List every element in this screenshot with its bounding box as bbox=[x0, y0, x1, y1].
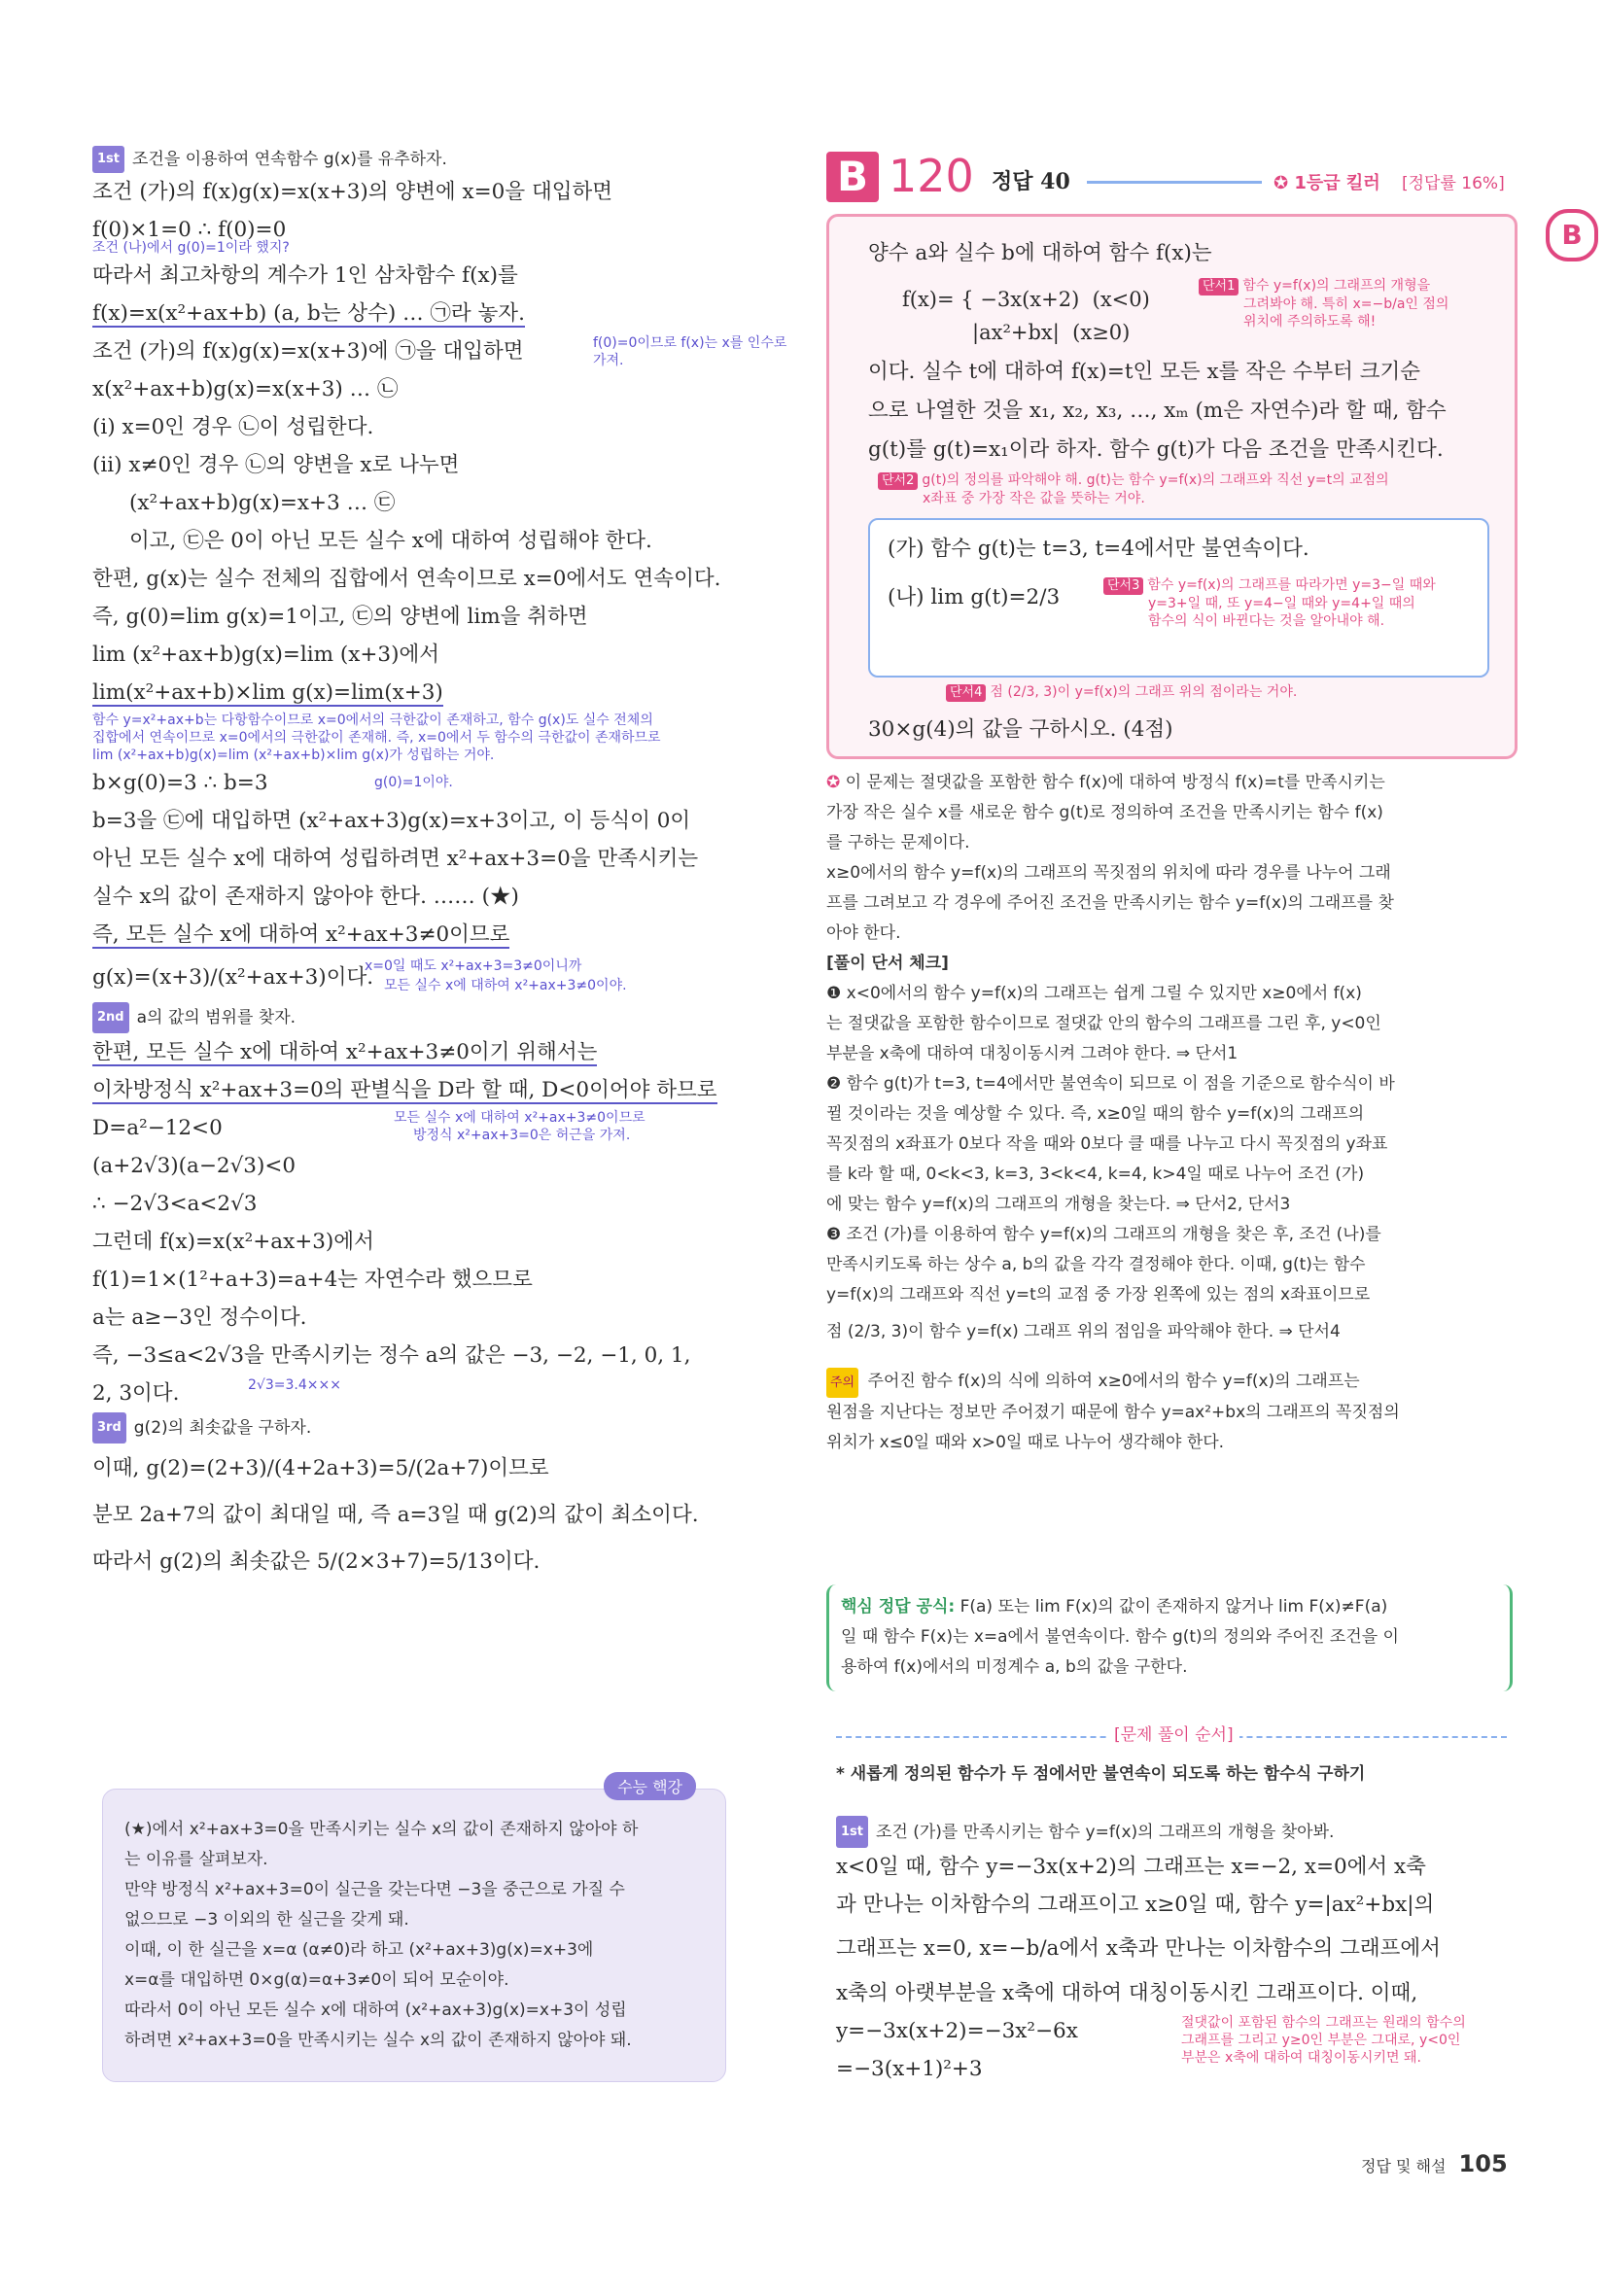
condition-a: (가) 함수 g(t)는 t=3, t=4에서만 불연속이다. bbox=[888, 537, 1309, 561]
problem-line: g(t)를 g(t)=x₁이라 하자. 함수 g(t)가 다음 조건을 만족시킨다. bbox=[868, 437, 1444, 462]
problem-line: 이다. 실수 t에 대하여 f(x)=t인 모든 x를 작은 수부터 크기순 bbox=[868, 360, 1421, 384]
check-line: 에 맞는 함수 y=f(x)의 그래프의 개형을 찾는다. ⇒ 단서2, 단서3 bbox=[826, 1195, 1291, 1214]
problem-letter: B bbox=[826, 152, 879, 202]
header-divider bbox=[1087, 181, 1262, 184]
tip-line: x=α를 대입하면 0×g(α)=α+3≠0이 되어 모순이야. bbox=[124, 1970, 509, 1990]
page-number: 105 bbox=[1458, 2150, 1508, 2177]
tip-line: (★)에서 x²+ax+3=0을 만족시키는 실수 x의 값이 존재하지 않아야 하 bbox=[124, 1820, 639, 1839]
step1-title: 조건을 이용하여 연속함수 g(x)를 유추하자. bbox=[132, 150, 447, 169]
check-line: 를 k라 할 때, 0<k<3, k=3, 3<k<4, k=4, k>4일 때로 나누어 조건 (가) bbox=[826, 1165, 1365, 1184]
check-line: 만족시키도록 하는 상수 a, b의 값을 각각 결정해야 한다. 이때, g(t)는 함수 bbox=[826, 1255, 1366, 1274]
solution-line: 이때, g(2)=(2+3)/(4+2a+3)=5/(2a+7)이므로 bbox=[92, 1456, 549, 1480]
tip-box bbox=[102, 1778, 726, 2082]
solution-line: y=−3x(x+2)=−3x²−6x bbox=[836, 2019, 1078, 2043]
solution-line: 한편, g(x)는 실수 전체의 집합에서 연속이므로 x=0에서도 연속이다. bbox=[92, 567, 721, 591]
solution-line: 실수 x의 값이 존재하지 않아야 한다. …… (★) bbox=[92, 885, 519, 909]
tip-tag: 수능 핵강 bbox=[604, 1772, 696, 1800]
step2-badge: 2nd bbox=[92, 1002, 129, 1033]
order-item: * 새롭게 정의된 함수가 두 점에서만 불연속이 되도록 하는 함수식 구하기 bbox=[836, 1764, 1366, 1784]
note-g0: 조건 (나)에서 g(0)=1이라 했지? bbox=[92, 240, 290, 256]
check-line: y=f(x)의 그래프와 직선 y=t의 교점 중 가장 왼쪽에 있는 점의 x좌표이므로 bbox=[826, 1285, 1371, 1305]
solution-line: 과 만나는 이차함수의 그래프이고 x≥0일 때, 함수 y=|ax²+bx|의 bbox=[836, 1893, 1435, 1917]
check-line: ❷ 함수 g(t)가 t=3, t=4에서만 불연속이 되므로 이 점을 기준으로 함수식이 바 bbox=[826, 1074, 1395, 1094]
solution-line: f(x)=x(x²+ax+b) (a, b는 상수) … ㉠라 놓자. bbox=[92, 301, 525, 326]
solution-line: =−3(x+1)²+3 bbox=[836, 2057, 983, 2081]
piecewise-function: f(x)= { −3x(x+2) (x<0) |ax²+bx| (x≥0) bbox=[902, 288, 1150, 344]
solution-line: x(x²+ax+b)g(x)=x(x+3) … ㉡ bbox=[92, 377, 399, 401]
condition-b: (나) lim g(t)=2/3 bbox=[888, 585, 1061, 609]
tip-line: 는 이유를 살펴보자. bbox=[124, 1850, 268, 1869]
note-D-1: 모든 실수 x에 대하여 x²+ax+3≠0이므로 bbox=[394, 1110, 645, 1126]
solution-line: b×g(0)=3 ∴ b=3 bbox=[92, 771, 268, 795]
note-f0: f(0)=0이므로 f(x)는 x를 인수로 가져. bbox=[593, 335, 787, 368]
intro-line: 를 구하는 문제이다. bbox=[826, 833, 970, 852]
solution-line: lim(x²+ax+b)×lim g(x)=lim(x+3) bbox=[92, 680, 443, 705]
sol-note-3: 부분은 x축에 대하여 대칭이동시키면 돼. bbox=[1181, 2050, 1421, 2066]
rate-label: [정답률 16%] bbox=[1402, 174, 1505, 193]
solution-line: lim (x²+ax+b)g(x)=lim (x+3)에서 bbox=[92, 643, 440, 667]
check-line: 꼭짓점의 x좌표가 0보다 작을 때와 0보다 클 때를 나누고 다시 꼭짓점의 y좌표 bbox=[826, 1134, 1388, 1154]
solution-line: 조건 (가)의 f(x)g(x)=x(x+3)의 양변에 x=0을 대입하면 bbox=[92, 180, 613, 204]
key-line: 용하여 f(x)에서의 미정계수 a, b의 값을 구한다. bbox=[841, 1657, 1188, 1677]
caution-line: 원점을 지난다는 정보만 주어졌기 때문에 함수 y=ax²+bx의 그래프의 꼭짓점의 bbox=[826, 1403, 1400, 1422]
step3-heading bbox=[92, 1412, 729, 1444]
solution-line: a는 a≥−3인 정수이다. bbox=[92, 1305, 307, 1330]
solution-line: f(1)=1×(1²+a+3)=a+4는 자연수라 했으므로 bbox=[92, 1268, 533, 1292]
solution-line: (a+2√3)(a−2√3)<0 bbox=[92, 1154, 297, 1178]
check-line: 부분을 x축에 대하여 대칭이동시켜 그려야 한다. ⇒ 단서1 bbox=[826, 1044, 1239, 1063]
note-sqrt: 2√3=3.4××× bbox=[248, 1377, 341, 1393]
check-title: [풀이 단서 체크] bbox=[826, 954, 949, 973]
problem-number: 120 bbox=[889, 150, 974, 202]
footer bbox=[1361, 2150, 1508, 2177]
tip-line: 없으므로 −3 이외의 한 실근을 갖게 돼. bbox=[124, 1910, 409, 1930]
explanation bbox=[826, 768, 1512, 1458]
intro-line: 프를 그려보고 각 경우에 주어진 조건을 만족시키는 함수 y=f(x)의 그래프를 찾 bbox=[826, 893, 1394, 913]
solution-line: 분모 2a+7의 값이 최대일 때, 즉 a=3일 때 g(2)의 값이 최소이다. bbox=[92, 1503, 699, 1527]
key-line: 일 때 함수 F(x)는 x=a에서 불연속이다. 함수 g(t)의 정의와 주어진 조건을 이 bbox=[841, 1627, 1399, 1647]
solution-line: 한편, 모든 실수 x에 대하여 x²+ax+3≠0이기 위해서는 bbox=[92, 1040, 598, 1064]
note-g01: g(0)=1이야. bbox=[374, 775, 453, 790]
right-step1-heading: 1st 조건 (가)를 만족시키는 함수 y=f(x)의 그래프의 개형을 찾아봐. bbox=[836, 1816, 1512, 1848]
sol-note-2: 그래프를 그리고 y≥0인 부분은 그대로, y<0인 bbox=[1181, 2033, 1461, 2048]
check-line: ❶ x<0에서의 함수 y=f(x)의 그래프는 쉽게 그릴 수 있지만 x≥0에서 f(x) bbox=[826, 984, 1362, 1003]
solution-line: 조건 (가)의 f(x)g(x)=x(x+3)에 ㉠을 대입하면 bbox=[92, 339, 524, 364]
step2-title: a의 값의 범위를 찾자. bbox=[136, 1008, 297, 1027]
caution-line: 위치가 x≤0일 때와 x>0일 때로 나누어 생각해야 한다. bbox=[826, 1433, 1225, 1452]
solution-line: 아닌 모든 실수 x에 대하여 성립하려면 x²+ax+3=0을 만족시키는 bbox=[92, 847, 699, 871]
question: 30×g(4)의 값을 구하시오. (4점) bbox=[868, 717, 1173, 742]
hint3: 단서3 함수 y=f(x)의 그래프를 따라가면 y=3−일 때와 y=3+일 때, 또 y=4−일 때와 y=4+일 때의 함수의 식이 바뀐다는 것을 알아내야 해. bbox=[1103, 576, 1436, 630]
solution-line: x<0일 때, 함수 y=−3x(x+2)의 그래프는 x=−2, x=0에서 x축 bbox=[836, 1855, 1426, 1879]
left-column bbox=[92, 146, 787, 2050]
check-line: ❸ 조건 (가)를 이용하여 함수 y=f(x)의 그래프의 개형을 찾은 후, 조건 (나)를 bbox=[826, 1225, 1381, 1244]
problem-header bbox=[826, 146, 1512, 204]
order-title: [문제 풀이 순서] bbox=[1108, 1721, 1239, 1751]
key-formula-box bbox=[826, 1584, 1513, 1691]
solution-line: 이고, ㉢은 0이 아닌 모든 실수 x에 대하여 성립해야 한다. bbox=[129, 529, 652, 553]
note-D-2: 방정식 x²+ax+3=0은 허근을 가져. bbox=[413, 1128, 631, 1143]
step3-badge: 3rd bbox=[92, 1412, 126, 1444]
solution-line: 즉, g(0)=lim g(x)=1이고, ㉢의 양변에 lim을 취하면 bbox=[92, 605, 588, 629]
note-x0-2: 모든 실수 x에 대하여 x²+ax+3≠0이야. bbox=[384, 978, 627, 993]
problem-line: 양수 a와 실수 b에 대하여 함수 f(x)는 bbox=[868, 241, 1212, 265]
solution-right bbox=[836, 1816, 1512, 2088]
check-line: 뀔 것이라는 것을 예상할 수 있다. 즉, x≥0일 때의 함수 y=f(x)의 그래프의 bbox=[826, 1104, 1365, 1124]
intro-line: 아야 한다. bbox=[826, 923, 901, 943]
solution-line: (i) x=0인 경우 ㉡이 성립한다. bbox=[92, 415, 374, 439]
intro-line: 가장 작은 실수 x를 새로운 함수 g(t)로 정의하여 조건을 만족시키는 함수 f(x) bbox=[826, 803, 1383, 822]
note-x0-1: x=0일 때도 x²+ax+3=3≠0이니까 bbox=[365, 958, 582, 974]
solution-line: b=3을 ㉢에 대입하면 (x²+ax+3)g(x)=x+3이고, 이 등식이 0이 bbox=[92, 809, 691, 833]
step1-badge: 1st bbox=[92, 146, 124, 173]
problem-box bbox=[826, 214, 1518, 759]
solution-line: 즉, −3≤a<2√3을 만족시키는 정수 a의 값은 −3, −2, −1, 0, 1, bbox=[92, 1343, 691, 1368]
conditions-box bbox=[868, 518, 1489, 678]
note-limit-1: 함수 y=x²+ax+b는 다항함수이므로 x=0에서의 극한값이 존재하고, 함수 g(x)도 실수 전체의 bbox=[92, 713, 653, 728]
solution-line: (ii) x≠0인 경우 ㉡의 양변을 x로 나누면 bbox=[92, 453, 460, 477]
footer-label: 정답 및 해설 bbox=[1361, 2157, 1447, 2175]
hint2: 단서2 g(t)의 정의를 파악해야 해. g(t)는 함수 y=f(x)의 그래프와 직선 y=t의 교점의 x좌표 중 가장 작은 값을 뜻하는 거야. bbox=[878, 471, 1389, 507]
solution-line: x축의 아랫부분을 x축에 대하여 대칭이동시킨 그래프이다. 이때, bbox=[836, 1981, 1418, 2005]
problem-line: 으로 나열한 것을 x₁, x₂, x₃, …, xₘ (m은 자연수)라 할 때, 함수 bbox=[868, 399, 1447, 423]
note-limit-2: 집합에서 연속이므로 x=0에서의 극한값이 존재해. 즉, x=0에서 두 함수의 극한값이 존재하므로 bbox=[92, 730, 661, 746]
intro-line: ✪ 이 문제는 절댓값을 포함한 함수 f(x)에 대하여 방정식 f(x)=t를 만족시키는 bbox=[826, 773, 1385, 792]
solution-line: D=a²−12<0 bbox=[92, 1116, 223, 1140]
tip-line: 하려면 x²+ax+3=0을 만족시키는 실수 x의 값이 존재하지 않아야 돼. bbox=[124, 2031, 632, 2050]
key-line: F(a) 또는 lim F(x)의 값이 존재하지 않거나 lim F(x)≠F(a) bbox=[960, 1597, 1388, 1617]
step1-heading bbox=[92, 146, 729, 173]
tip-line: 만약 방정식 x²+ax+3=0이 실근을 갖는다면 −3을 중근으로 가질 수 bbox=[124, 1880, 625, 1899]
answer-label: 정답 40 bbox=[992, 169, 1070, 194]
note-limit-3: lim (x²+ax+b)g(x)=lim (x²+ax+b)×lim g(x)가 성립하는 거야. bbox=[92, 748, 495, 763]
solution-line: 이차방정식 x²+ax+3=0의 판별식을 D라 할 때, D<0이어야 하므로 bbox=[92, 1078, 717, 1102]
hint1: 단서1 함수 y=f(x)의 그래프의 개형을 그려봐야 해. 특히 x=−b/a인 점의 위치에 주의하도록 해! bbox=[1199, 277, 1448, 330]
check-line: 점 (2/3, 3)이 함수 y=f(x) 그래프 위의 점임을 파악해야 한다. ⇒ 단서4 bbox=[826, 1322, 1341, 1341]
killer-label: ✪ 1등급 킬러 bbox=[1274, 173, 1380, 193]
tip-line: 이때, 이 한 실근을 x=α (α≠0)라 하고 (x²+ax+3)g(x)=x+3에 bbox=[124, 1940, 594, 1960]
step2-heading bbox=[92, 1002, 729, 1033]
solution-line: 따라서 g(2)의 최솟값은 5/(2×3+7)=5/13이다. bbox=[92, 1549, 541, 1574]
check-line: 는 절댓값을 포함한 함수이므로 절댓값 안의 함수의 그래프를 그린 후, y<0인 bbox=[826, 1014, 1381, 1033]
solution-line: (x²+ax+b)g(x)=x+3 … ㉢ bbox=[129, 491, 396, 515]
solution-line: 즉, 모든 실수 x에 대하여 x²+ax+3≠0이므로 bbox=[92, 922, 510, 947]
intro-line: x≥0에서의 함수 y=f(x)의 그래프의 꼭짓점의 위치에 따라 경우를 나누어 그래 bbox=[826, 863, 1391, 883]
solution-line: ∴ −2√3<a<2√3 bbox=[92, 1192, 258, 1216]
caution-line: 주의 주어진 함수 f(x)의 식에 의하여 x≥0에서의 함수 y=f(x)의 그래프는 bbox=[826, 1367, 1512, 1398]
key-title: 핵심 정답 공식: bbox=[841, 1597, 956, 1617]
solution-line: 그런데 f(x)=x(x²+ax+3)에서 bbox=[92, 1230, 374, 1254]
tip-line: 따라서 0이 아닌 모든 실수 x에 대하여 (x²+ax+3)g(x)=x+3이 성립 bbox=[124, 2000, 627, 2020]
side-tab: B bbox=[1546, 209, 1598, 261]
solution-line: f(0)×1=0 ∴ f(0)=0 bbox=[92, 218, 287, 242]
solution-line: g(x)=(x+3)/(x²+ax+3)이다. bbox=[92, 965, 374, 990]
solution-line: 2, 3이다. bbox=[92, 1381, 180, 1406]
step3-title: g(2)의 최솟값을 구하자. bbox=[133, 1418, 312, 1438]
solution-line: 그래프는 x=0, x=−b/a에서 x축과 만나는 이차함수의 그래프에서 bbox=[836, 1936, 1441, 1961]
hint4: 단서4 점 (2/3, 3)이 y=f(x)의 그래프 위의 점이라는 거야. bbox=[946, 683, 1297, 702]
sol-note-1: 절댓값이 포함된 함수의 그래프는 원래의 함수의 bbox=[1181, 2015, 1466, 2031]
solution-line: 따라서 최고차항의 계수가 1인 삼차함수 f(x)를 bbox=[92, 263, 518, 288]
